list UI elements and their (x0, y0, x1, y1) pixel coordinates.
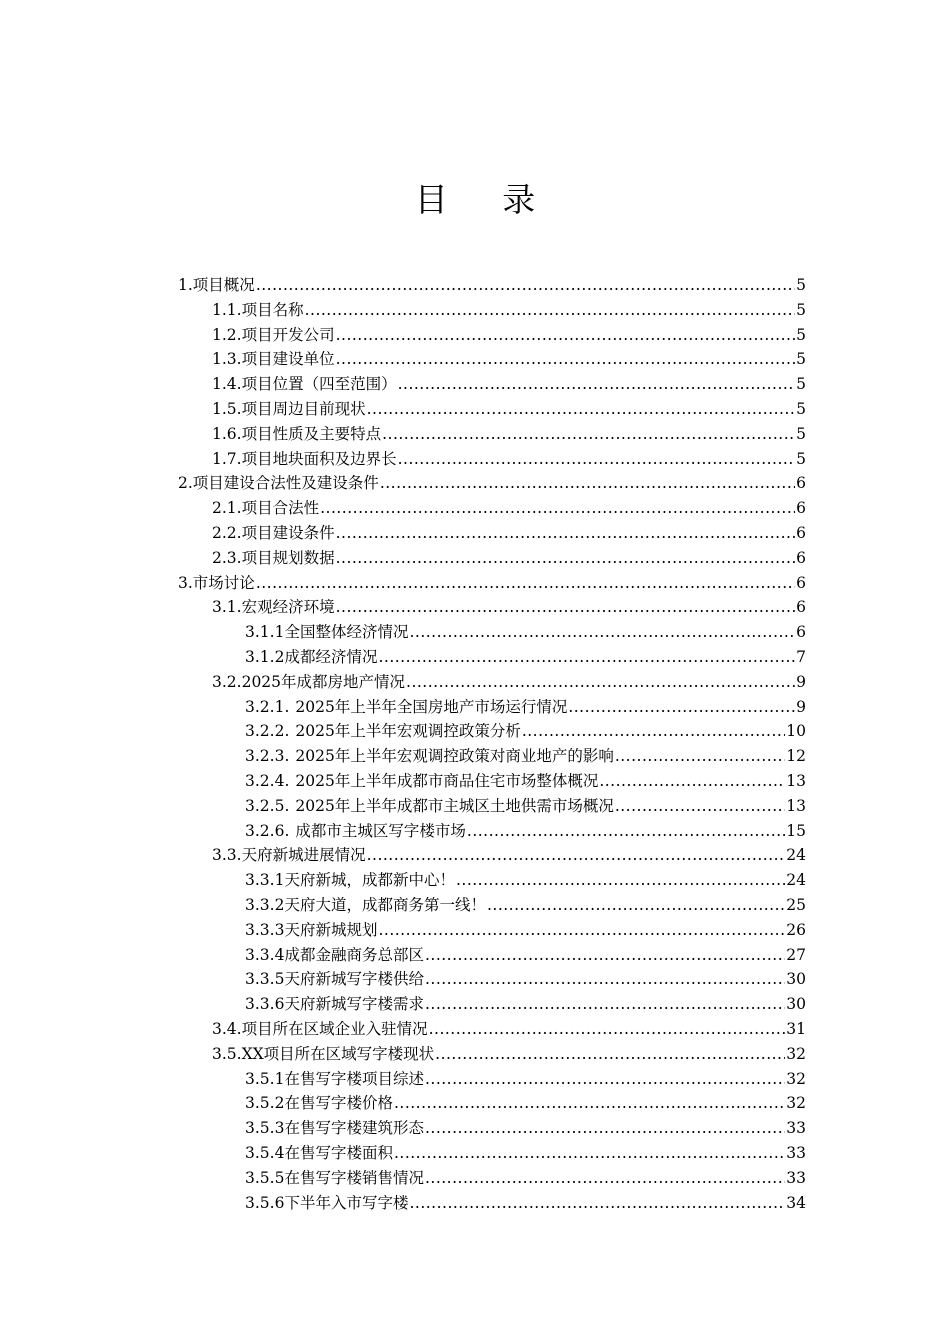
toc-entry-number: 3.2.4. (245, 772, 290, 790)
toc-entry-title: 天府大道，成都商务第一线！ (284, 896, 486, 914)
toc-entry[interactable] (212, 1018, 806, 1040)
toc-entry-title: 项目建设合法性及建设条件 (192, 474, 379, 493)
toc-entry[interactable] (212, 844, 806, 866)
toc-entry-title: 2025年上半年宏观调控政策分析 (295, 722, 521, 741)
toc-entry[interactable] (245, 993, 806, 1015)
toc-entry-title: 项目位置（四至范围） (241, 375, 397, 394)
toc-entry-number: 1.6. (212, 424, 242, 443)
toc-dot-leader (394, 1142, 785, 1164)
toc-entry-title: 天府新城写字楼供给 (284, 970, 424, 989)
toc-entry-page-number: 33 (786, 1144, 806, 1162)
toc-entry-title: 在售写字楼价格 (284, 1094, 393, 1113)
toc-dot-leader (425, 968, 785, 990)
toc-dot-leader (380, 472, 795, 494)
toc-entry[interactable] (212, 348, 806, 370)
toc-entry-number: 1. (178, 276, 193, 294)
toc-entry[interactable] (245, 745, 806, 767)
toc-entry-title: 宏观经济环境 (241, 598, 335, 617)
toc-entry-title: 下半年入市写字楼 (284, 1193, 409, 1212)
toc-dot-leader (409, 1192, 785, 1214)
toc-dot-leader (378, 919, 785, 941)
toc-entry-title: 项目名称 (241, 300, 304, 319)
toc-entry-title: 项目建设条件 (241, 524, 335, 542)
toc-entry[interactable] (212, 671, 806, 693)
toc-entry-page-number: 6 (796, 524, 806, 542)
toc-entry-page-number: 15 (786, 821, 806, 840)
toc-entry[interactable] (245, 1117, 806, 1139)
toc-entry-number: 3.3.4 (245, 945, 285, 964)
toc-entry-number: 2.3. (212, 548, 242, 567)
toc-entry[interactable] (245, 696, 806, 718)
toc-dot-leader (398, 448, 796, 470)
toc-entry[interactable] (212, 522, 806, 544)
toc-entry-number: 3. (178, 573, 193, 592)
toc-entry-title: 在售写字楼面积 (284, 1144, 393, 1162)
toc-dot-leader (487, 894, 785, 916)
toc-entry-number: 1.3. (212, 350, 242, 369)
toc-dot-leader (367, 398, 796, 420)
toc-entry-page-number: 30 (786, 995, 806, 1014)
toc-entry-title: 在售写字楼项目综述 (284, 1069, 424, 1088)
toc-dot-leader (305, 299, 796, 321)
toc-entry-page-number: 10 (786, 722, 806, 741)
toc-entry-title: 2025年上半年成都市主城区土地供需市场概况 (295, 796, 614, 815)
toc-dot-leader (336, 596, 796, 618)
toc-entry-title: 在售写字楼销售情况 (284, 1168, 424, 1187)
toc-entry-number: 3.4. (212, 1020, 242, 1038)
toc-entry-number: 3.3. (212, 846, 242, 865)
toc-entry[interactable] (212, 448, 806, 470)
toc-entry-number: 3.3.5 (245, 970, 285, 989)
toc-entry-page-number: 13 (786, 796, 806, 815)
toc-entry-title: 项目地块面积及边界长 (241, 449, 397, 468)
toc-entry-page-number: 32 (786, 1044, 806, 1063)
toc-entry[interactable] (245, 919, 806, 941)
toc-dot-leader (394, 1092, 785, 1114)
toc-entry-page-number: 6 (796, 548, 806, 567)
toc-entry-number: 3.3.3 (245, 920, 285, 939)
toc-entry-title: 成都金融商务总部区 (284, 945, 424, 964)
toc-entry-page-number: 33 (786, 1168, 806, 1187)
toc-entry-title: 成都经济情况 (284, 648, 378, 666)
toc-entry-title: 项目周边目前现状 (241, 400, 366, 418)
toc-entry-title: 市场讨论 (192, 573, 255, 592)
toc-dot-leader (425, 1068, 785, 1090)
toc-dot-leader (429, 1018, 786, 1040)
toc-entry-number: 1.1. (212, 300, 242, 319)
toc-entry-page-number: 27 (786, 945, 806, 964)
toc-entry-number: 2.2. (212, 524, 242, 542)
toc-entry-title: 2025年上半年全国房地产市场运行情况 (295, 697, 568, 716)
toc-dot-leader (378, 646, 795, 668)
toc-dot-leader (336, 324, 796, 346)
toc-dot-leader (615, 745, 785, 767)
toc-entry-page-number: 6 (796, 623, 806, 642)
toc-dot-leader (615, 795, 785, 817)
toc-dot-leader (467, 820, 785, 842)
toc-dot-leader (336, 348, 796, 370)
toc-entry-page-number: 5 (796, 449, 806, 468)
toc-entry-page-number: 9 (796, 672, 806, 691)
toc-entry[interactable] (245, 820, 806, 842)
toc-entry[interactable] (245, 1068, 806, 1090)
toc-entry[interactable] (245, 621, 806, 643)
toc-entry-page-number: 13 (786, 772, 806, 790)
toc-entry[interactable] (245, 869, 806, 891)
toc-entry-number: 2.1. (212, 499, 242, 518)
toc-entry-title: 2025年成都房地产情况 (241, 672, 406, 691)
toc-entry-number: 3.2.5. (245, 796, 290, 815)
toc-dot-leader (336, 547, 796, 569)
toc-entry-page-number: 32 (786, 1069, 806, 1088)
toc-entry[interactable] (245, 1092, 806, 1114)
toc-dot-leader (425, 1167, 785, 1189)
toc-entry[interactable] (245, 770, 806, 792)
toc-entry[interactable] (212, 324, 806, 346)
toc-entry-page-number: 6 (796, 499, 806, 518)
toc-entry-page-number: 30 (786, 970, 806, 989)
toc-entry[interactable] (178, 274, 806, 296)
toc-entry[interactable] (212, 547, 806, 569)
toc-entry-number: 3.2.1. (245, 697, 290, 716)
toc-dot-leader (425, 993, 785, 1015)
toc-entry[interactable] (212, 299, 806, 321)
toc-entry-page-number: 24 (786, 871, 806, 890)
toc-entry-title: 天府新城，成都新中心！ (284, 871, 455, 890)
toc-entry[interactable] (212, 373, 806, 395)
toc-entry-title: 天府新城写字楼需求 (284, 995, 424, 1014)
toc-entry-number: 3.5.6 (245, 1193, 285, 1212)
toc-entry-title: 项目性质及主要特点 (241, 424, 382, 443)
toc-entry[interactable] (212, 1043, 806, 1065)
toc-entry-number: 3.2.2. (245, 722, 290, 741)
toc-entry-title: 项目所在区域企业入驻情况 (241, 1020, 428, 1038)
toc-entry-number: 3.3.6 (245, 995, 285, 1014)
toc-entry-title: 2025年上半年宏观调控政策对商业地产的影响 (295, 747, 614, 766)
toc-entry-number: 3.5.5 (245, 1168, 285, 1187)
toc-entry-page-number: 9 (796, 697, 806, 716)
toc-dot-leader (398, 373, 796, 395)
toc-entry[interactable] (245, 646, 806, 668)
toc-entry-page-number: 5 (796, 400, 806, 418)
toc-entry-page-number: 5 (796, 325, 806, 344)
toc-entry[interactable] (245, 720, 806, 742)
toc-entry-title: 在售写字楼建筑形态 (284, 1119, 424, 1138)
toc-entry-number: 3.1.2 (245, 648, 285, 666)
toc-entry[interactable] (245, 1167, 806, 1189)
toc-entry[interactable] (245, 1192, 806, 1214)
toc-dot-leader (435, 1043, 785, 1065)
toc-entry[interactable] (178, 572, 806, 594)
toc-entry-title: XX项目所在区域写字楼现状 (241, 1044, 435, 1063)
toc-entry[interactable] (212, 497, 806, 519)
toc-entry-title: 成都市主城区写字楼市场 (295, 821, 466, 840)
toc-entry-number: 3.3.1 (245, 871, 285, 890)
toc-entry-number: 2. (178, 474, 193, 493)
toc-entry-page-number: 7 (796, 648, 806, 666)
toc-entry-title: 项目开发公司 (241, 325, 335, 344)
toc-entry[interactable] (212, 596, 806, 618)
toc-entry-page-number: 32 (786, 1094, 806, 1113)
toc-entry-number: 1.4. (212, 375, 242, 394)
toc-entry-number: 1.5. (212, 400, 242, 418)
toc-dot-leader (425, 1117, 785, 1139)
toc-entry-page-number: 24 (786, 846, 806, 865)
toc-entry-number: 1.7. (212, 449, 242, 468)
toc-entry-page-number: 34 (786, 1193, 806, 1212)
toc-entry[interactable] (245, 968, 806, 990)
toc-entry-title: 项目概况 (192, 276, 255, 294)
toc-entry-page-number: 6 (796, 598, 806, 617)
toc-entry-title: 天府新城规划 (284, 920, 378, 939)
toc-entry-number: 3.5.1 (245, 1069, 285, 1088)
toc-entry-title: 全国整体经济情况 (284, 623, 409, 642)
toc-entry-number: 3.1.1 (245, 623, 285, 642)
toc-entry[interactable] (245, 944, 806, 966)
toc-entry[interactable] (245, 1142, 806, 1164)
toc-dot-leader (336, 522, 796, 544)
toc-entry-page-number: 26 (786, 920, 806, 939)
toc-entry-number: 3.2.6. (245, 821, 290, 840)
toc-entry[interactable] (245, 894, 806, 916)
toc-entry-page-number: 12 (786, 747, 806, 766)
toc-dot-leader (522, 720, 785, 742)
toc-entry-number: 1.2. (212, 325, 242, 344)
toc-entry-page-number: 5 (796, 424, 806, 443)
toc-entry[interactable] (245, 795, 806, 817)
toc-dot-leader (367, 844, 786, 866)
toc-entry-page-number: 5 (796, 350, 806, 369)
toc-entry[interactable] (212, 423, 806, 445)
toc-dot-leader (456, 869, 785, 891)
toc-entry-title: 天府新城进展情况 (241, 846, 366, 865)
toc-entry[interactable] (178, 472, 806, 494)
toc-dot-leader (568, 696, 795, 718)
toc-dot-leader (320, 497, 795, 519)
toc-entry-title: 2025年上半年成都市商品住宅市场整体概况 (295, 772, 599, 790)
toc-entry-number: 3.1. (212, 598, 242, 617)
toc-dot-leader (256, 572, 795, 594)
toc-entry[interactable] (212, 398, 806, 420)
toc-entry-page-number: 6 (796, 474, 806, 493)
toc-dot-leader (599, 770, 785, 792)
toc-entry-page-number: 33 (786, 1119, 806, 1138)
toc-entry-title: 项目建设单位 (241, 350, 335, 369)
toc-dot-leader (406, 671, 795, 693)
toc-entry-page-number: 5 (796, 276, 806, 294)
toc-entry-title: 项目规划数据 (241, 548, 335, 567)
toc-entry-page-number: 5 (796, 300, 806, 319)
toc-entry-page-number: 31 (786, 1020, 806, 1038)
toc-entry-number: 3.5.2 (245, 1094, 285, 1113)
toc-entry-page-number: 5 (796, 375, 806, 394)
toc-entry-number: 3.2.3. (245, 747, 290, 766)
toc-entry-page-number: 25 (786, 896, 806, 914)
toc-entry-number: 3.3.2 (245, 896, 285, 914)
toc-dot-leader (409, 621, 795, 643)
page-title: 目 录 (414, 180, 558, 219)
toc-dot-leader (382, 423, 795, 445)
toc-dot-leader (425, 944, 785, 966)
toc-entry-number: 3.5.3 (245, 1119, 285, 1138)
toc-dot-leader (256, 274, 795, 296)
toc-entry-number: 3.5.4 (245, 1144, 285, 1162)
toc-entry-page-number: 6 (796, 573, 806, 592)
toc-entry-title: 项目合法性 (241, 499, 320, 518)
toc-entry-number: 3.2. (212, 672, 242, 691)
toc-entry-number: 3.5. (212, 1044, 242, 1063)
